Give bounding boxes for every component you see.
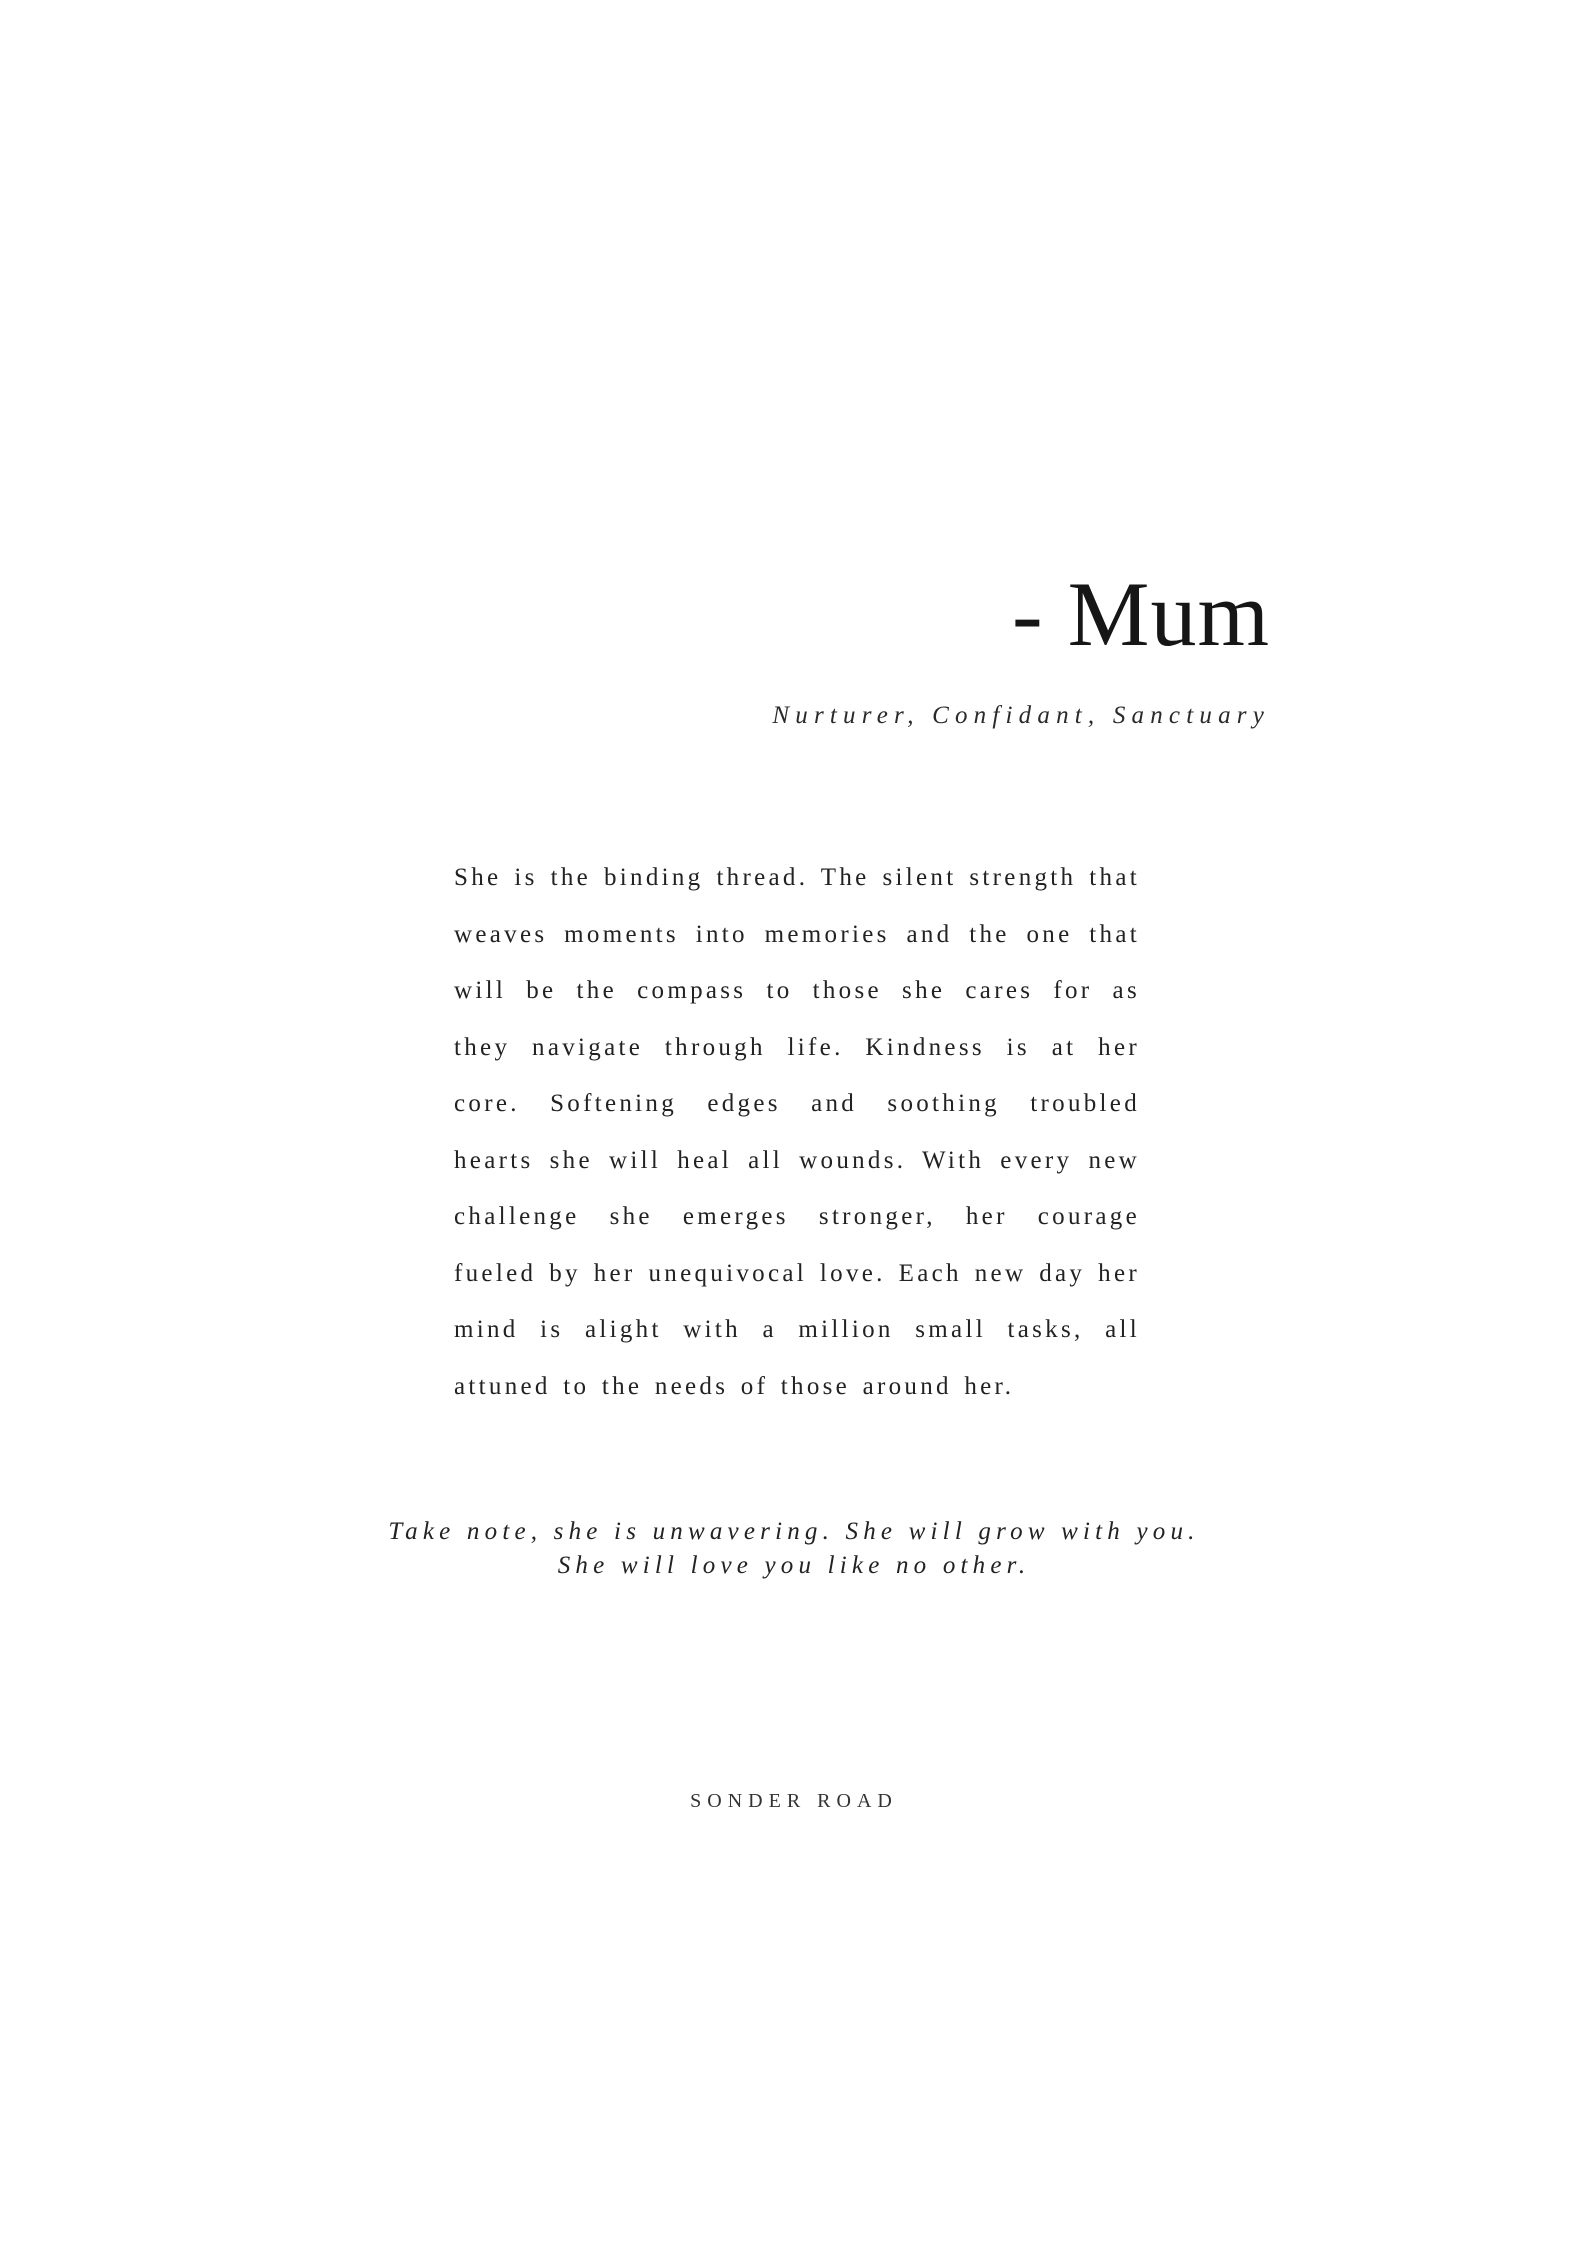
poem-body: She is the binding thread. The silent strength that weaves moments into memories and the one that will be the compass to those she cares for as they navigate through life. Kindness is at her core. Softening edges and soothing troubled hearts she will heal all wounds. With every new challenge she emerges stronger, her courage fueled by her unequivocal love. Each new day her mind is alight with a million small tasks, all attuned to the needs of those around her.: [454, 864, 1140, 1400]
page-subtitle: Nurturer, Confidant, Sanctuary: [772, 702, 1270, 729]
closing-quote: [0, 1515, 1588, 1583]
closing-line-1: Take note, she is unwavering. She will grow with you.: [388, 1518, 1200, 1545]
closing-line-2: She will love you like no other.: [557, 1552, 1031, 1579]
page-title: - Mum: [1012, 563, 1270, 665]
brand-name: SONDER ROAD: [690, 1790, 898, 1812]
